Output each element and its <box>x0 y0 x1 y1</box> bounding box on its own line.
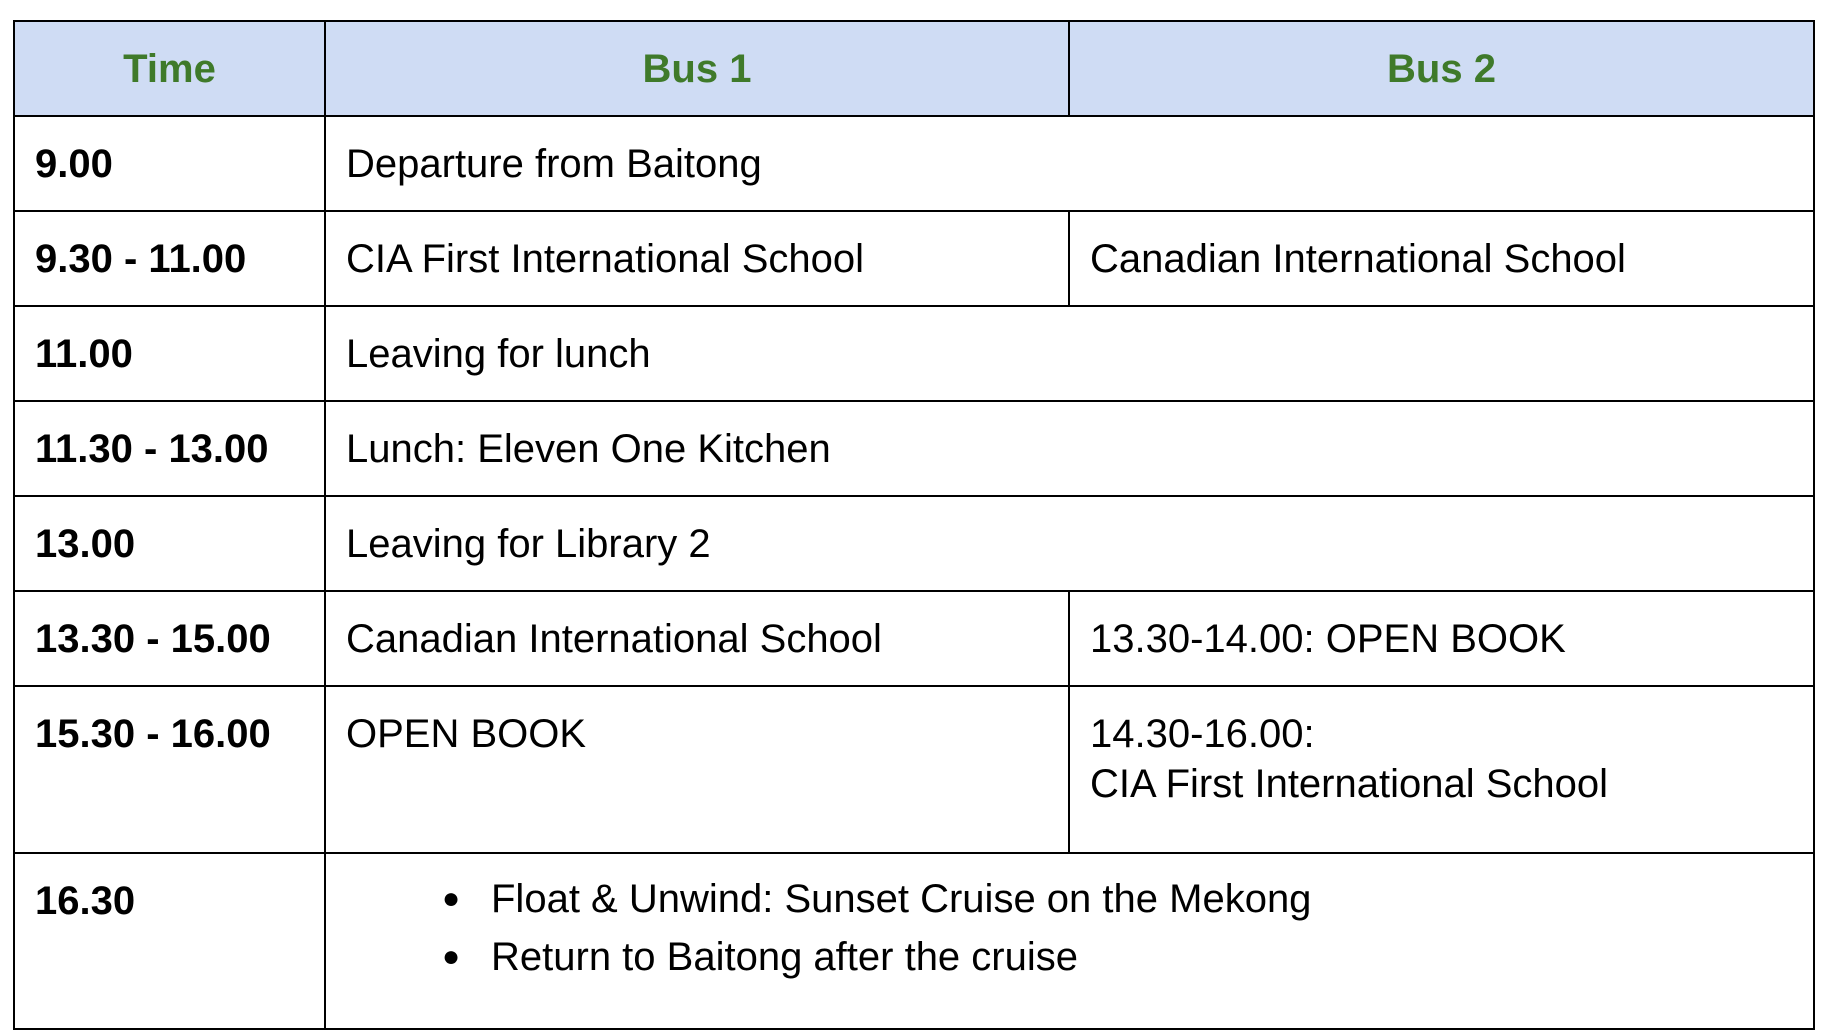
list-item <box>396 928 1793 986</box>
shared-activity-cell: Leaving for lunch <box>325 306 1814 401</box>
list-item <box>396 870 1793 928</box>
shared-activity-cell: Lunch: Eleven One Kitchen <box>325 401 1814 496</box>
table-row <box>14 401 1814 496</box>
schedule-table <box>13 20 1815 1030</box>
bus-1-activity-cell: Canadian International School <box>325 591 1069 686</box>
shared-activity-cell: Departure from Baitong <box>325 116 1814 211</box>
bus-1-activity-cell: OPEN BOOK <box>325 686 1069 853</box>
time-cell: 13.30 - 15.00 <box>14 591 325 686</box>
table-row <box>14 496 1814 591</box>
table-row <box>14 211 1814 306</box>
header-bus-2: Bus 2 <box>1069 21 1814 116</box>
time-cell: 11.30 - 13.00 <box>14 401 325 496</box>
time-cell: 15.30 - 16.00 <box>14 686 325 853</box>
schedule-container <box>13 20 1815 1030</box>
list-item-text: Return to Baitong after the cruise <box>491 935 1078 979</box>
table-row <box>14 853 1814 1029</box>
bus-2-location: CIA First International School <box>1090 762 1609 806</box>
table-row <box>14 591 1814 686</box>
header-time: Time <box>14 21 325 116</box>
table-row <box>14 686 1814 853</box>
activity-bullet-list <box>346 870 1793 986</box>
time-cell: 9.00 <box>14 116 325 211</box>
bus-2-activity-cell: Canadian International School <box>1069 211 1814 306</box>
table-row <box>14 306 1814 401</box>
time-cell: 11.00 <box>14 306 325 401</box>
time-cell: 9.30 - 11.00 <box>14 211 325 306</box>
bullet-icon: ● <box>442 882 461 915</box>
time-cell: 16.30 <box>14 853 325 1029</box>
bullet-icon: ● <box>442 940 461 973</box>
header-bus-1: Bus 1 <box>325 21 1069 116</box>
table-row <box>14 116 1814 211</box>
bus-1-activity-cell: CIA First International School <box>325 211 1069 306</box>
bus-2-time-range: 14.30-16.00: <box>1090 712 1315 756</box>
time-cell: 13.00 <box>14 496 325 591</box>
bus-2-activity-cell <box>1069 686 1814 853</box>
header-row <box>14 21 1814 116</box>
list-item-text: Float & Unwind: Sunset Cruise on the Mekong <box>491 877 1312 921</box>
shared-activity-cell: Leaving for Library 2 <box>325 496 1814 591</box>
bus-2-activity-cell: 13.30-14.00: OPEN BOOK <box>1069 591 1814 686</box>
shared-activity-cell <box>325 853 1814 1029</box>
